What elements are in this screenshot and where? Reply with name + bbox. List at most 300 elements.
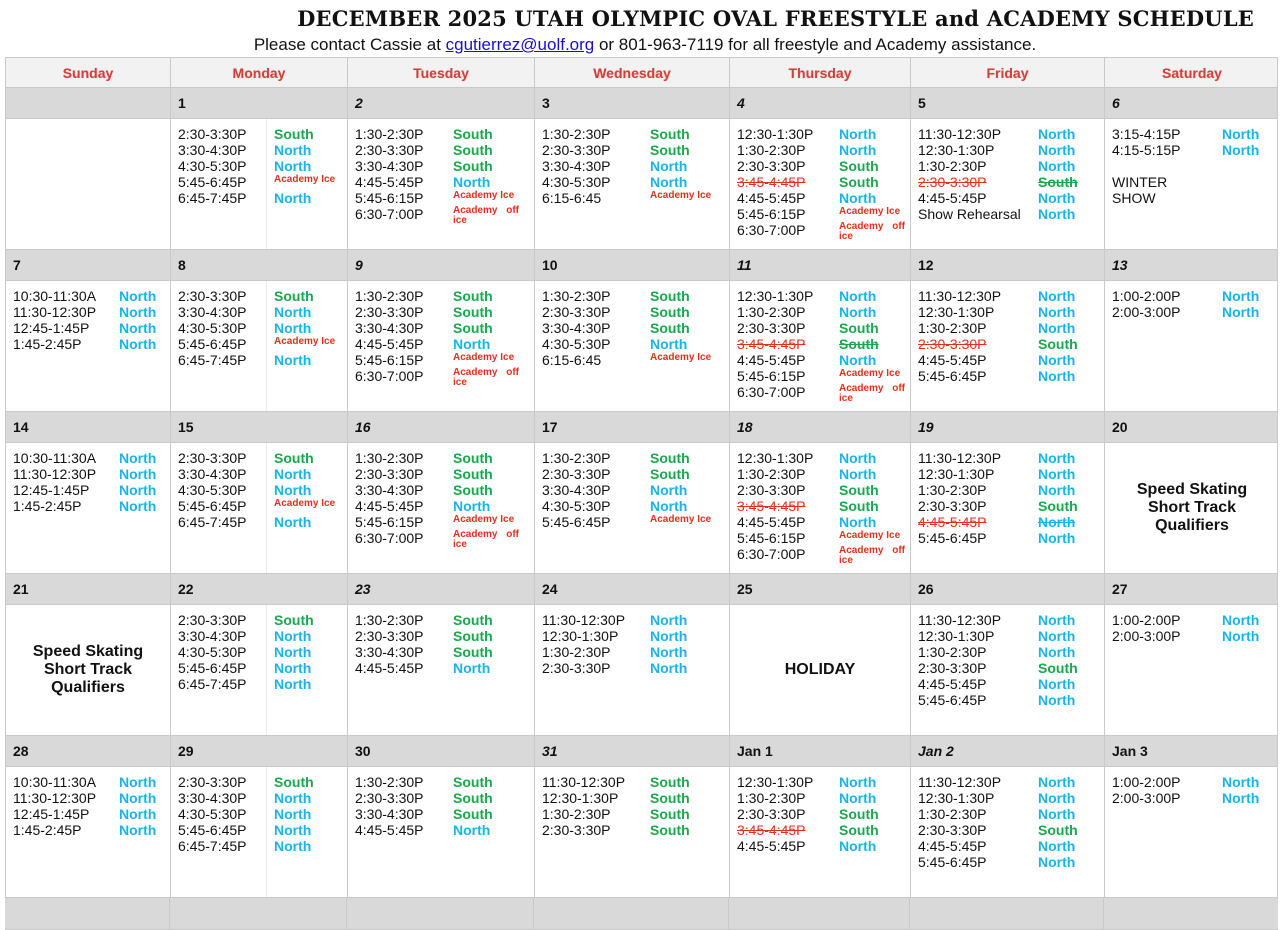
session-time: 3:45-4:45P xyxy=(737,336,806,352)
session-row xyxy=(918,612,1104,628)
session-rink: North xyxy=(274,482,312,498)
session-row xyxy=(355,644,534,660)
session-time: 1:30-2:30P xyxy=(355,612,424,628)
session-time: 4:30-5:30P xyxy=(178,644,247,660)
day-cell xyxy=(348,119,535,249)
session-rink: North xyxy=(1038,838,1076,854)
session-rink: South xyxy=(650,806,690,822)
session-row xyxy=(737,806,910,822)
session-row xyxy=(918,644,1104,660)
session-time: 4:30-5:30P xyxy=(178,482,247,498)
session-time: 3:30-4:30P xyxy=(355,320,424,336)
session-row xyxy=(737,450,910,466)
session-time: 6:30-7:00P xyxy=(355,368,424,384)
session-time: 2:30-3:30P xyxy=(355,790,424,806)
session-rink: South xyxy=(453,644,493,660)
session-time: 10:30-11:30A xyxy=(13,774,97,790)
session-row xyxy=(737,158,910,174)
session-row xyxy=(918,142,1104,158)
session-rink: Academy off ice xyxy=(839,383,905,404)
session-time: 4:45-5:45P xyxy=(737,190,806,206)
day-cell xyxy=(171,281,348,411)
session-rink: North xyxy=(274,822,312,838)
session-row xyxy=(542,806,729,822)
session-rink: South xyxy=(650,320,690,336)
session-rink: North xyxy=(1038,482,1076,498)
session-row xyxy=(355,790,534,806)
session-row xyxy=(542,644,729,660)
session-rink: South xyxy=(453,774,493,790)
session-rink: South xyxy=(1038,336,1078,352)
session-rink: North xyxy=(274,514,312,530)
session-row xyxy=(918,806,1104,822)
session-rink: North xyxy=(839,514,877,530)
session-time: 11:30-12:30P xyxy=(918,288,1002,304)
session-row xyxy=(737,190,910,206)
session-rink: North xyxy=(274,806,312,822)
session-row xyxy=(355,206,534,230)
session-rink: South xyxy=(453,482,493,498)
session-rink: Academy Ice xyxy=(274,336,336,347)
session-rink: North xyxy=(119,304,157,320)
session-row xyxy=(542,142,729,158)
session-rink: South xyxy=(274,774,314,790)
session-row xyxy=(737,466,910,482)
footer-cell xyxy=(347,898,534,929)
session-rink: Academy off ice xyxy=(839,545,905,566)
session-row xyxy=(1112,790,1279,806)
session-rink: Academy Ice xyxy=(453,190,515,201)
session-rink: South xyxy=(650,774,690,790)
weekday-tuesday: Tuesday xyxy=(348,58,535,89)
session-row xyxy=(918,206,1104,222)
day-cell xyxy=(6,443,171,573)
sessions-row xyxy=(6,281,1277,412)
session-rink: South xyxy=(453,612,493,628)
session-row xyxy=(737,498,910,514)
session-time: 5:45-6:45P xyxy=(918,854,987,870)
session-rink: North xyxy=(119,320,157,336)
session-time: 10:30-11:30A xyxy=(13,450,97,466)
session-rink: North xyxy=(1222,612,1260,628)
session-row xyxy=(918,790,1104,806)
session-row xyxy=(542,174,729,190)
session-row xyxy=(178,174,347,190)
date-label: 22 xyxy=(171,574,348,605)
session-time: 2:30-3:30P xyxy=(918,498,987,514)
session-row xyxy=(737,530,910,546)
session-time: 12:30-1:30P xyxy=(542,790,619,806)
session-time: 1:30-2:30P xyxy=(542,644,611,660)
session-time: 5:45-6:45P xyxy=(178,660,247,676)
session-row xyxy=(918,158,1104,174)
session-time: 2:30-3:30P xyxy=(178,612,247,628)
session-row xyxy=(355,498,534,514)
session-time: 1:30-2:30P xyxy=(737,142,806,158)
contact-email-link[interactable]: cgutierrez@uolf.org xyxy=(445,35,595,54)
session-row xyxy=(542,336,729,352)
session-time: 6:30-7:00P xyxy=(355,530,424,546)
session-rink: South xyxy=(453,158,493,174)
session-time: 1:30-2:30P xyxy=(918,806,987,822)
session-row xyxy=(13,466,170,482)
session-row xyxy=(542,466,729,482)
session-row xyxy=(542,450,729,466)
session-row xyxy=(13,498,170,514)
session-time: 6:15-6:45 xyxy=(542,190,602,206)
session-row xyxy=(178,774,347,790)
session-time: 2:30-3:30P xyxy=(737,158,806,174)
session-time: 1:30-2:30P xyxy=(355,288,424,304)
session-rink: North xyxy=(1038,628,1076,644)
session-rink: North xyxy=(453,336,491,352)
session-row xyxy=(737,288,910,304)
session-row xyxy=(178,142,347,158)
session-time: 2:30-3:30P xyxy=(542,660,611,676)
date-label: 21 xyxy=(6,574,171,605)
session-row xyxy=(13,304,170,320)
session-row xyxy=(918,368,1104,384)
session-row xyxy=(918,174,1104,190)
weekday-wednesday: Wednesday xyxy=(535,58,730,89)
session-time: Show Rehearsal xyxy=(918,206,1021,222)
session-row xyxy=(355,368,534,392)
session-time: 2:30-3:30P xyxy=(542,304,611,320)
session-time: 3:30-4:30P xyxy=(355,158,424,174)
session-time: 11:30-12:30P xyxy=(918,774,1002,790)
session-rink: Academy off ice xyxy=(453,367,519,388)
session-rink: Academy Ice xyxy=(274,498,336,509)
page-title: DECEMBER 2025 UTAH OLYMPIC OVAL FREESTYLE and ACADEMY SCHEDULE xyxy=(297,6,1254,31)
session-row xyxy=(178,126,347,142)
session-row xyxy=(178,806,347,822)
session-rink: South xyxy=(650,790,690,806)
day-cell xyxy=(6,119,171,249)
session-time: 12:30-1:30P xyxy=(737,126,814,142)
session-time: 5:45-6:15P xyxy=(737,206,806,222)
session-time: 1:30-2:30P xyxy=(918,158,987,174)
session-rink: South xyxy=(274,612,314,628)
session-time: 2:30-3:30P xyxy=(355,628,424,644)
session-row xyxy=(355,142,534,158)
session-row xyxy=(13,822,170,838)
day-cell xyxy=(6,281,171,411)
session-row xyxy=(355,190,534,206)
sessions-row xyxy=(6,767,1277,898)
session-time: 5:45-6:45P xyxy=(918,692,987,708)
session-time: 1:00-2:00P xyxy=(1112,612,1181,628)
session-time: 12:45-1:45P xyxy=(13,806,90,822)
session-row xyxy=(355,806,534,822)
day-cell xyxy=(171,605,348,735)
session-time: 6:30-7:00P xyxy=(737,384,806,400)
session-row xyxy=(355,628,534,644)
session-row xyxy=(178,466,347,482)
date-label: 16 xyxy=(348,412,535,443)
session-rink: North xyxy=(650,628,688,644)
session-row xyxy=(542,612,729,628)
session-row xyxy=(1112,774,1279,790)
session-time: 2:30-3:30P xyxy=(355,466,424,482)
session-time: 6:45-7:45P xyxy=(178,352,247,368)
session-rink: South xyxy=(453,288,493,304)
session-row xyxy=(918,774,1104,790)
session-time: 2:00-3:00P xyxy=(1112,304,1181,320)
session-time: 6:30-7:00P xyxy=(737,222,806,238)
session-rink: South xyxy=(453,790,493,806)
session-row xyxy=(542,790,729,806)
date-label xyxy=(6,88,171,119)
session-time: 1:30-2:30P xyxy=(542,288,611,304)
session-time: 12:30-1:30P xyxy=(737,450,814,466)
session-row xyxy=(178,822,347,838)
session-row xyxy=(737,352,910,368)
session-rink: South xyxy=(839,174,879,190)
session-row xyxy=(542,320,729,336)
session-row xyxy=(918,676,1104,692)
session-row xyxy=(737,774,910,790)
session-rink: North xyxy=(453,660,491,676)
session-time: 3:30-4:30P xyxy=(178,142,247,158)
day-cell xyxy=(1105,605,1279,735)
date-label: 10 xyxy=(535,250,730,281)
session-time: 3:45-4:45P xyxy=(737,822,806,838)
session-time: 5:45-6:15P xyxy=(737,368,806,384)
session-rink: South xyxy=(650,142,690,158)
session-row xyxy=(918,466,1104,482)
day-cell xyxy=(730,281,911,411)
footer-cell xyxy=(170,898,347,929)
session-rink: North xyxy=(1222,288,1260,304)
session-rink: North xyxy=(1038,450,1076,466)
week-block xyxy=(5,736,1278,898)
day-cell xyxy=(1105,767,1279,897)
session-time: 3:30-4:30P xyxy=(178,466,247,482)
session-time: 1:45-2:45P xyxy=(13,336,82,352)
session-rink: South xyxy=(453,466,493,482)
session-row xyxy=(918,498,1104,514)
session-rink: North xyxy=(119,498,157,514)
session-row xyxy=(918,482,1104,498)
session-time: 2:30-3:30P xyxy=(355,304,424,320)
date-label: 8 xyxy=(171,250,348,281)
session-row xyxy=(737,222,910,246)
session-time: 4:45-5:45P xyxy=(918,838,987,854)
session-time: 4:30-5:30P xyxy=(178,320,247,336)
day-cell xyxy=(911,119,1105,249)
date-label: 26 xyxy=(911,574,1105,605)
date-label: 20 xyxy=(1112,419,1128,435)
session-row xyxy=(918,822,1104,838)
session-time: 12:30-1:30P xyxy=(918,304,995,320)
session-time: 3:45-4:45P xyxy=(737,174,806,190)
session-row xyxy=(542,774,729,790)
session-row xyxy=(13,482,170,498)
footer-cell xyxy=(534,898,729,929)
session-row xyxy=(737,790,910,806)
session-row xyxy=(542,482,729,498)
session-rink: North xyxy=(650,612,688,628)
session-time: 1:30-2:30P xyxy=(542,126,611,142)
session-time: 4:15-5:15P xyxy=(1112,142,1181,158)
session-time: 3:30-4:30P xyxy=(178,304,247,320)
session-time: 3:30-4:30P xyxy=(355,806,424,822)
session-row xyxy=(355,126,534,142)
session-time: 4:45-5:45P xyxy=(355,498,424,514)
session-time: 4:45-5:45P xyxy=(918,352,987,368)
sessions-row xyxy=(6,443,1277,574)
date-label: 28 xyxy=(6,736,171,767)
session-time: 2:30-3:30P xyxy=(737,806,806,822)
date-row xyxy=(6,250,1277,281)
session-row xyxy=(178,790,347,806)
day-cell xyxy=(535,605,730,735)
date-label: 23 xyxy=(348,574,535,605)
session-row xyxy=(13,288,170,304)
session-row xyxy=(13,320,170,336)
session-rink: South xyxy=(453,806,493,822)
session-rink: South xyxy=(839,320,879,336)
session-rink: Academy Ice xyxy=(650,352,712,363)
session-time: 2:30-3:30P xyxy=(918,822,987,838)
session-rink: South xyxy=(839,158,879,174)
session-time: 1:30-2:30P xyxy=(542,806,611,822)
date-label: 5 xyxy=(911,88,1105,119)
session-rink: South xyxy=(1038,174,1078,190)
day-cell xyxy=(730,605,911,735)
session-rink: North xyxy=(119,466,157,482)
date-row xyxy=(6,88,1277,119)
contact-suffix: or 801-963-7119 for all freestyle and Academy assistance. xyxy=(594,35,1037,54)
session-time: 12:30-1:30P xyxy=(918,628,995,644)
session-rink: North xyxy=(1222,126,1260,142)
session-rink: North xyxy=(274,676,312,692)
session-rink: North xyxy=(839,774,877,790)
session-time: 4:30-5:30P xyxy=(542,174,611,190)
session-rink: South xyxy=(839,336,879,352)
day-cell xyxy=(730,119,911,249)
session-rink: Academy off ice xyxy=(453,205,519,226)
date-label: 7 xyxy=(6,250,171,281)
session-time: 11:30-12:30P xyxy=(13,304,97,320)
day-cell xyxy=(1105,281,1279,411)
session-time: 3:30-4:30P xyxy=(178,790,247,806)
session-rink: North xyxy=(839,288,877,304)
session-rink: Academy Ice xyxy=(453,352,515,363)
session-rink: North xyxy=(453,498,491,514)
session-rink: South xyxy=(839,822,879,838)
session-rink: North xyxy=(650,482,688,498)
session-rink: South xyxy=(1038,822,1078,838)
day-cell xyxy=(348,443,535,573)
session-rink: North xyxy=(1038,142,1076,158)
session-rink: South xyxy=(453,320,493,336)
session-time: 5:45-6:45P xyxy=(542,514,611,530)
session-rink: North xyxy=(1222,790,1260,806)
session-rink: Academy Ice xyxy=(650,190,712,201)
session-time: 5:45-6:15P xyxy=(355,352,424,368)
session-row xyxy=(178,288,347,304)
day-cell xyxy=(911,605,1105,735)
session-row xyxy=(355,288,534,304)
session-rink: South xyxy=(274,288,314,304)
footer-cell xyxy=(910,898,1104,929)
session-time: 5:45-6:45P xyxy=(178,336,247,352)
session-row xyxy=(355,482,534,498)
week-block xyxy=(5,250,1278,412)
session-row xyxy=(737,546,910,570)
session-row xyxy=(1112,612,1279,628)
session-rink: North xyxy=(119,806,157,822)
session-time: 3:30-4:30P xyxy=(542,320,611,336)
session-rink: North xyxy=(839,190,877,206)
session-time: 2:30-3:30P xyxy=(178,450,247,466)
session-row xyxy=(178,304,347,320)
session-row xyxy=(542,304,729,320)
day-cell xyxy=(730,443,911,573)
session-row xyxy=(737,514,910,530)
session-time: 6:45-7:45P xyxy=(178,676,247,692)
session-rink: North xyxy=(1038,466,1076,482)
session-rink: North xyxy=(119,774,157,790)
session-rink: Academy Ice xyxy=(839,206,901,217)
session-row xyxy=(737,304,910,320)
session-time: 5:45-6:15P xyxy=(355,514,424,530)
session-time: 3:30-4:30P xyxy=(542,158,611,174)
session-row xyxy=(918,692,1104,708)
date-label: 27 xyxy=(1112,581,1128,597)
footer-cell xyxy=(1104,898,1278,929)
session-row xyxy=(542,628,729,644)
session-row xyxy=(737,174,910,190)
session-rink: North xyxy=(1222,774,1260,790)
session-time: 5:45-6:45P xyxy=(178,498,247,514)
session-row xyxy=(178,320,347,336)
session-row xyxy=(918,126,1104,142)
weekday-friday: Friday xyxy=(911,58,1105,89)
day-cell xyxy=(6,767,171,897)
session-time: 2:30-3:30P xyxy=(542,142,611,158)
date-label: 24 xyxy=(535,574,730,605)
session-time: 12:45-1:45P xyxy=(13,320,90,336)
session-rink: South xyxy=(274,450,314,466)
session-rink: North xyxy=(1038,644,1076,660)
session-time: 6:15-6:45 xyxy=(542,352,602,368)
session-rink: North xyxy=(274,838,312,854)
cell-message: Speed Skating Short Track Qualifiers xyxy=(1136,481,1248,534)
session-row xyxy=(542,126,729,142)
date-label: 3 xyxy=(535,88,730,119)
day-cell xyxy=(1105,443,1279,573)
session-time: 12:30-1:30P xyxy=(918,466,995,482)
session-rink: North xyxy=(119,336,157,352)
session-row xyxy=(542,288,729,304)
session-time: 6:30-7:00P xyxy=(737,546,806,562)
session-rink: North xyxy=(650,644,688,660)
session-rink: North xyxy=(274,320,312,336)
day-cell xyxy=(1105,119,1279,249)
session-row xyxy=(178,336,347,352)
date-row xyxy=(6,574,1277,605)
session-rink: North xyxy=(1222,628,1260,644)
session-row xyxy=(542,498,729,514)
session-time: 2:30-3:30P xyxy=(918,336,987,352)
date-label: 25 xyxy=(730,574,911,605)
session-rink: North xyxy=(1222,304,1260,320)
session-row xyxy=(355,466,534,482)
session-row xyxy=(542,352,729,368)
session-row xyxy=(918,352,1104,368)
